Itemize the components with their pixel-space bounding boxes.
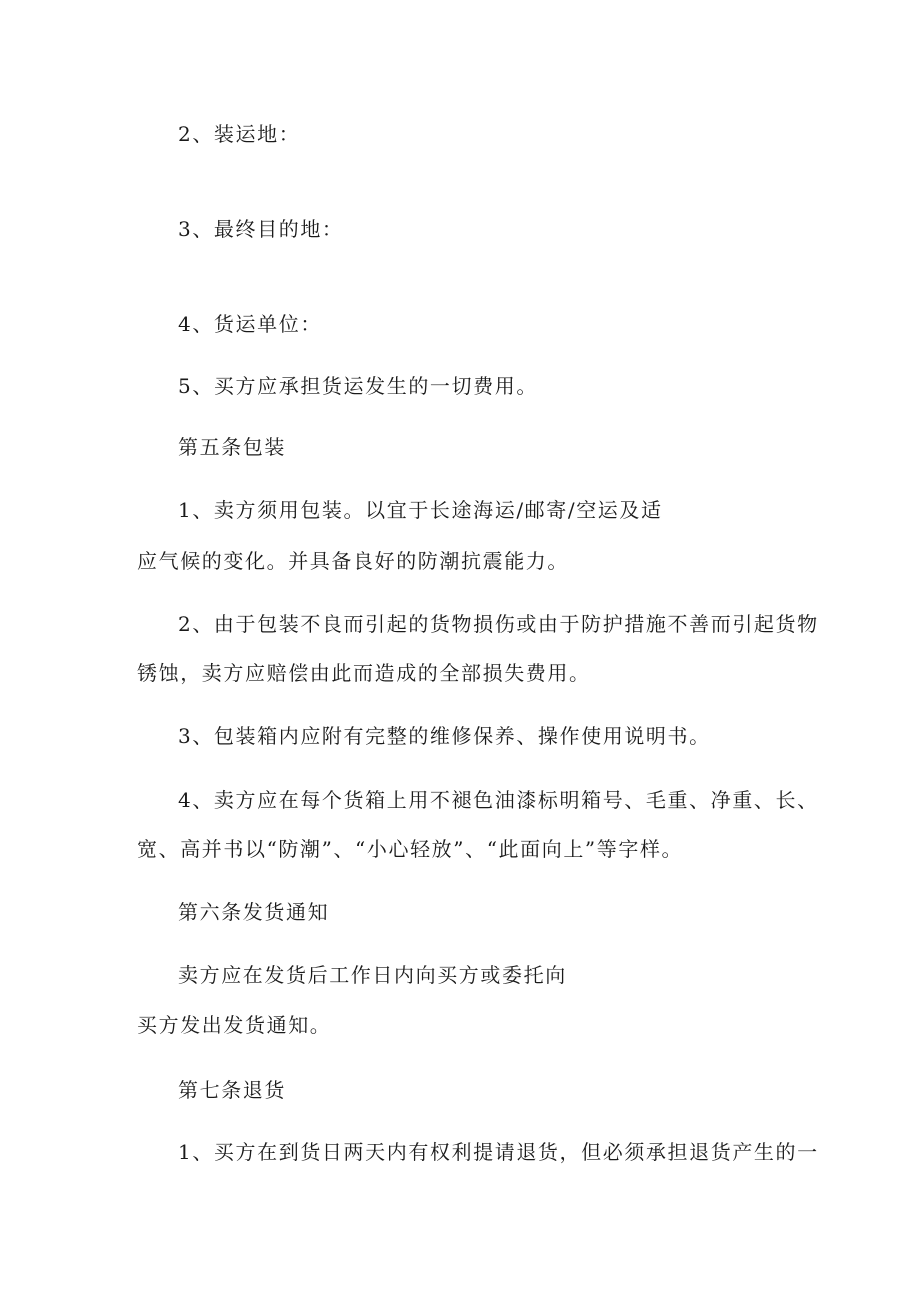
article-7-heading: 第七条退货 <box>178 1078 286 1102</box>
shipping-notice-line-2: 买方发出发货通知。 <box>137 1013 332 1037</box>
clause-freight-costs: 5、买方应承担货运发生的一切费用。 <box>178 374 538 398</box>
clause-freight-unit: 4、货运单位： <box>178 312 322 336</box>
article-6-heading: 第六条发货通知 <box>178 900 330 924</box>
packaging-clause-1-line-2: 应气候的变化。并具备良好的防潮抗震能力。 <box>137 549 569 573</box>
packaging-clause-4-line-2: 宽、高并书以“防潮”、“小心轻放”、“此面向上”等字样。 <box>137 837 684 861</box>
packaging-clause-2-line-1: 2、由于包装不良而引起的货物损伤或由于防护措施不善而引起货物 <box>178 612 819 636</box>
article-5-heading: 第五条包装 <box>178 435 286 459</box>
packaging-clause-1-line-1: 1、卖方须用包装。以宜于长途海运/邮寄/空运及适 <box>178 498 663 522</box>
packaging-clause-2-line-2: 锈蚀，卖方应赔偿由此而造成的全部损失费用。 <box>137 661 591 685</box>
packaging-clause-3: 3、包装箱内应附有完整的维修保养、操作使用说明书。 <box>178 724 711 748</box>
clause-final-destination: 3、最终目的地： <box>178 217 344 241</box>
returns-clause-1-line-1: 1、买方在到货日两天内有权利提请退货，但必须承担退货产生的一 <box>178 1140 819 1164</box>
shipping-notice-line-1: 卖方应在发货后工作日内向买方或委托向 <box>178 963 567 987</box>
packaging-clause-4-line-1: 4、卖方应在每个货箱上用不褪色油漆标明箱号、毛重、净重、长、 <box>178 788 819 812</box>
clause-shipping-place: 2、装运地： <box>178 122 301 146</box>
